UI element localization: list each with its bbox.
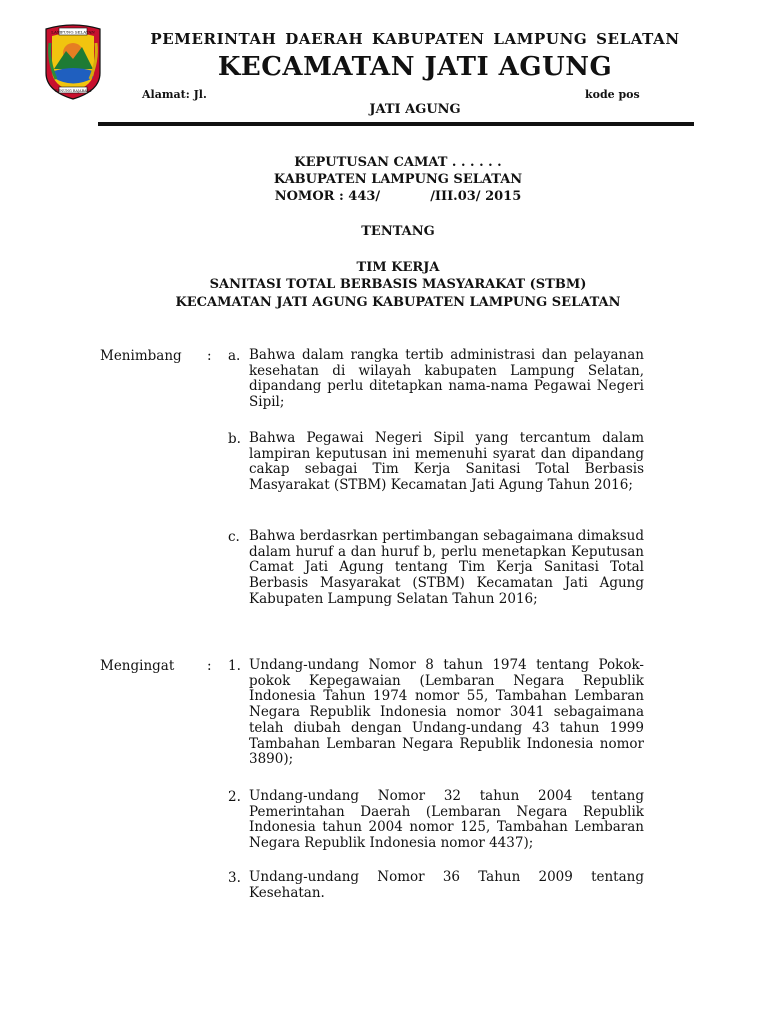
mengingat-item-1-text: Undang-undang Nomor 8 tahun 1974 tentang Pokok-pokok Kepegawaian (Lembaran Negara Republik Indonesia Tahun 1974 nomor 55, Tambahan Lembaran Negara Republik Indonesia nomor 3041 sebagaimana telah diubah dengan Undang-undang 43 tahun 1999 Tambahan Lembaran Negara Republik Indonesia nomor 3890); bbox=[249, 657, 644, 768]
decree-regency: KABUPATEN LAMPUNG SELATAN bbox=[273, 172, 523, 187]
mengingat-item-3-text: Undang-undang Nomor 36 Tahun 2009 tentang Kesehatan. bbox=[249, 869, 644, 901]
decree-number-suffix: /III.03/ 2015 bbox=[430, 189, 522, 204]
mengingat-item-2-text: Undang-undang Nomor 32 tahun 2004 tentang Pemerintahan Daerah (Lembaran Negara Republik Indonesia tahun 2004 nomor 125, Tambahan Lembaran Negara Republik Indonesia nomor 4437); bbox=[249, 788, 644, 852]
svg-text:GUNUNG RAJABASA: GUNUNG RAJABASA bbox=[54, 88, 92, 93]
decree-subject-line-3: KECAMATAN JATI AGUNG KABUPATEN LAMPUNG SELATAN bbox=[175, 295, 621, 310]
postal-code-label: kode pos bbox=[585, 88, 640, 101]
menimbang-item-c-text: Bahwa berdasrkan pertimbangan sebagaimana dimaksud dalam huruf a dan huruf b, perlu menetapkan Keputusan Camat Jati Agung tentang Tim Kerja Sanitasi Total Berbasis Masyarakat (STBM) Kecamatan Jati Agung Kabupaten Lampung Selatan Tahun 2016; bbox=[249, 528, 644, 607]
decree-subject-line-2: SANITASI TOTAL BERBASIS MASYARAKAT (STBM) bbox=[209, 277, 587, 292]
government-heading: PEMERINTAH DAERAH KABUPATEN LAMPUNG SELATAN bbox=[150, 30, 680, 48]
mengingat-item-2-mark: 2. bbox=[228, 789, 241, 805]
decree-title: KEPUTUSAN CAMAT . . . . . . bbox=[294, 155, 502, 170]
decree-about: TENTANG bbox=[361, 224, 435, 239]
decree-number-prefix: NOMOR : 443/ bbox=[274, 189, 381, 204]
decree-number bbox=[100, 189, 696, 204]
menimbang-item-a-text: Bahwa dalam rangka tertib administrasi dan pelayanan kesehatan di wilayah kabupaten Lampung Selatan, dipandang perlu ditetapkan nama-nama Pegawai Negeri Sipil; bbox=[249, 347, 644, 411]
svg-text:LAMPUNG SELATAN: LAMPUNG SELATAN bbox=[51, 29, 95, 35]
menimbang-colon: : bbox=[207, 348, 212, 364]
mengingat-label: Mengingat bbox=[100, 658, 175, 674]
decree-subject-line-1: TIM KERJA bbox=[356, 260, 440, 275]
regency-emblem bbox=[42, 23, 104, 101]
district-heading: KECAMATAN JATI AGUNG bbox=[217, 52, 613, 82]
town-name: JATI AGUNG bbox=[369, 102, 461, 117]
letterhead-divider bbox=[98, 122, 694, 126]
menimbang-item-a-mark: a. bbox=[228, 348, 241, 364]
address-label: Alamat: Jl. bbox=[142, 88, 207, 101]
mengingat-item-1-mark: 1. bbox=[228, 658, 241, 674]
mengingat-colon: : bbox=[207, 658, 212, 674]
mengingat-item-3-mark: 3. bbox=[228, 870, 241, 886]
menimbang-item-b-mark: b. bbox=[228, 431, 241, 447]
menimbang-item-b-text: Bahwa Pegawai Negeri Sipil yang tercantum dalam lampiran keputusan ini memenuhi syarat dan dipandang cakap sebagai Tim Kerja Sanitasi Total Berbasis Masyarakat (STBM) Kecamatan Jati Agung Tahun 2016; bbox=[249, 430, 644, 494]
menimbang-label: Menimbang bbox=[100, 348, 182, 364]
menimbang-item-c-mark: c. bbox=[228, 529, 240, 545]
